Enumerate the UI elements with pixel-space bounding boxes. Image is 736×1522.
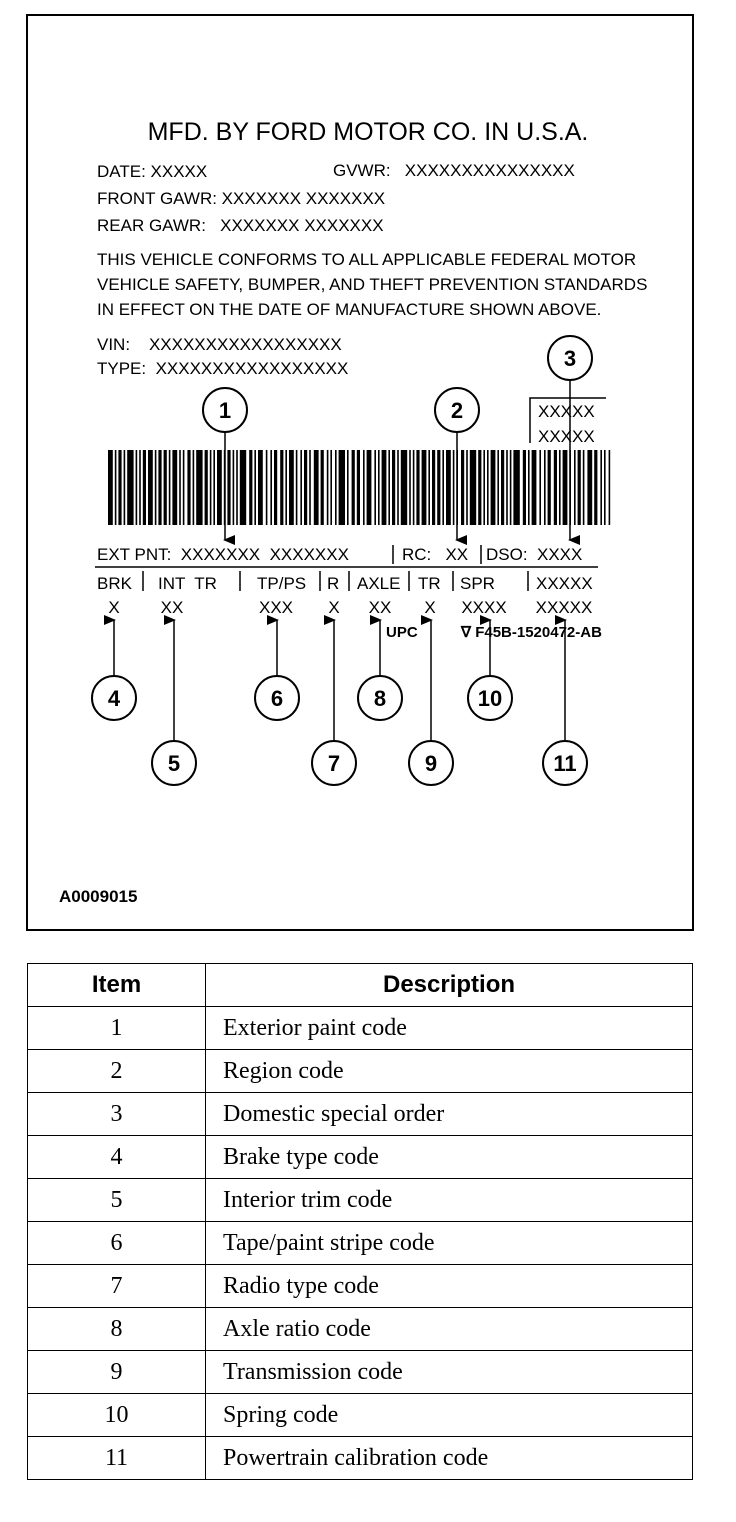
barcode-bar [285,450,287,525]
tr-value: X [424,598,436,617]
item-number-cell: 7 [28,1265,206,1308]
barcode-bar [118,450,121,525]
barcode-bar [470,450,476,525]
item-description-cell: Exterior paint code [206,1007,693,1050]
barcode-bar [392,450,395,525]
barcode-bar [437,450,440,525]
conformity-line-2: VEHICLE SAFETY, BUMPER, AND THEFT PREVENTION STANDARDS [97,275,648,294]
item-description-cell: Brake type code [206,1136,693,1179]
barcode-bar [357,450,360,525]
callout-8-number: 8 [373,686,387,711]
barcode-bar [483,450,485,525]
brk-header: BRK [97,574,132,593]
barcode-bar [523,450,526,525]
special-order-code-1: XXXXX [538,402,595,421]
calibration-header: XXXXX [536,574,593,593]
barcode-bar [363,450,365,525]
table-row [28,1179,693,1222]
barcode-bar [155,450,157,525]
date-line: DATE: XXXXX [97,162,208,181]
callout-7-number: 7 [327,751,341,776]
barcode-bar [196,450,202,525]
int-tr-header: INT TR [158,574,217,593]
barcode-bar [164,450,167,525]
item-description-cell: Spring code [206,1394,693,1437]
barcode-bar [609,450,611,525]
barcode-bar [544,450,546,525]
barcode-bar [289,450,294,525]
part-number: ∇ F45B-1520472-AB [461,624,602,641]
barcode [108,450,610,525]
barcode-bar [388,450,390,525]
tp-ps-header: TP/PS [257,574,307,593]
barcode-bar [249,450,252,525]
barcode-bar [413,450,415,525]
barcode-bar [491,450,496,525]
table-row [28,1394,693,1437]
barcode-bar [587,450,592,525]
barcode-bar [280,450,283,525]
barcode-bar [578,450,581,525]
barcode-bar [416,450,419,525]
barcode-bar [347,450,349,525]
barcode-bar [183,450,185,525]
barcode-bar [240,450,246,525]
label-heading: MFD. BY FORD MOTOR CO. IN U.S.A. [147,118,589,146]
table-row [28,1136,693,1179]
axle-header: AXLE [357,574,401,593]
barcode-bar [254,450,256,525]
barcode-bar [327,450,329,525]
item-number-cell: 11 [28,1437,206,1480]
rc-code: RC: XX [402,545,469,564]
barcode-bar [217,450,222,525]
item-description-cell: Powertrain calibration code [206,1437,693,1480]
int-tr-value: XX [160,598,184,617]
barcode-bar [339,450,345,525]
item-number-cell: 8 [28,1308,206,1351]
item-number-cell: 10 [28,1394,206,1437]
barcode-bar [510,450,512,525]
callout-1-number: 1 [218,398,232,423]
item-description-cell: Region code [206,1050,693,1093]
tp-ps-value: XXX [258,598,294,617]
barcode-bar [513,450,519,525]
item-number-cell: 4 [28,1136,206,1179]
barcode-bar [233,450,235,525]
item-description-cell: Transmission code [206,1351,693,1394]
barcode-bar [604,450,606,525]
gvwr-line: GVWR: XXXXXXXXXXXXXXX [333,161,575,180]
barcode-bar [205,450,208,525]
callout-9-number: 9 [424,751,438,776]
item-description-table [27,963,693,1480]
spr-value: XXXX [461,598,507,617]
item-number-cell: 9 [28,1351,206,1394]
tr-header: TR [418,574,441,593]
dso-code: DSO: XXXX [486,545,583,564]
barcode-bar [124,450,126,525]
barcode-bar [497,450,499,525]
barcode-bar [401,450,407,525]
item-description-cell: Interior trim code [206,1179,693,1222]
table-header-row [28,964,693,1007]
barcode-bar [335,450,337,525]
callout-5-number: 5 [167,751,181,776]
callout-10-number: 10 [477,686,503,711]
description-column-header: Description [206,964,693,1007]
barcode-bar [563,450,568,525]
item-number-cell: 5 [28,1179,206,1222]
barcode-bar [169,450,171,525]
barcode-bar [274,450,277,525]
callout-2-number: 2 [450,398,464,423]
barcode-bar [210,450,212,525]
rear-gawr-line: REAR GAWR: XXXXXXX XXXXXXX [97,216,384,235]
item-column-header: Item [28,964,206,1007]
barcode-bar [115,450,117,525]
barcode-bar [466,450,468,525]
callout-11-number: 11 [553,751,577,776]
barcode-bar [453,450,455,525]
table-row [28,1437,693,1480]
barcode-bar [309,450,311,525]
table-row [28,1265,693,1308]
barcode-bar [574,450,576,525]
callout-4-number: 4 [107,686,121,711]
barcode-bar [187,450,190,525]
r-value: X [328,598,340,617]
barcode-bar [367,450,372,525]
calibration-value: XXXXX [535,598,593,617]
barcode-bar [487,450,489,525]
barcode-bar [539,450,541,525]
spr-header: SPR [460,574,495,593]
conformity-line-3: IN EFFECT ON THE DATE OF MANUFACTURE SHOWN ABOVE. [97,300,602,319]
barcode-bar [548,450,551,525]
barcode-bar [422,450,427,525]
barcode-bar [108,450,113,525]
vin-line: VIN: XXXXXXXXXXXXXXXXX [97,335,342,354]
barcode-bar [352,450,355,525]
barcode-bar [300,450,302,525]
barcode-bar [583,450,585,525]
barcode-bar [266,450,268,525]
barcode-bar [461,450,464,525]
barcode-bar [127,450,133,525]
table-row [28,1222,693,1265]
barcode-bar [193,450,195,525]
barcode-bar [143,450,146,525]
barcode-bar [321,450,324,525]
barcode-bar [374,450,376,525]
table-row [28,1093,693,1136]
item-description-cell: Tape/paint stripe code [206,1222,693,1265]
barcode-bar [594,450,597,525]
front-gawr-line: FRONT GAWR: XXXXXXX XXXXXXX [97,189,386,208]
callout-6-number: 6 [270,686,284,711]
item-number-cell: 1 [28,1007,206,1050]
item-number-cell: 2 [28,1050,206,1093]
barcode-bar [296,450,298,525]
r-header: R [327,574,340,593]
callout-3-number: 3 [563,346,577,371]
item-description-cell: Domestic special order [206,1093,693,1136]
barcode-bar [528,450,530,525]
item-description-cell: Axle ratio code [206,1308,693,1351]
barcode-bar [501,450,504,525]
table-row [28,1050,693,1093]
barcode-bar [227,450,230,525]
item-number-cell: 6 [28,1222,206,1265]
conformity-line-1: THIS VEHICLE CONFORMS TO ALL APPLICABLE FEDERAL MOTOR [97,250,637,269]
barcode-bar [506,450,508,525]
barcode-bar [179,450,181,525]
barcode-bar [397,450,399,525]
brk-value: X [108,598,120,617]
barcode-bar [136,450,138,525]
barcode-bar [382,450,387,525]
barcode-bar [330,450,332,525]
barcode-bar [409,450,411,525]
table-row [28,1351,693,1394]
barcode-bar [304,450,307,525]
barcode-bar [446,450,451,525]
barcode-bar [314,450,319,525]
item-number-cell: 3 [28,1093,206,1136]
barcode-bar [378,450,380,525]
barcode-bar [213,450,215,525]
barcode-bar [428,450,430,525]
barcode-bar [172,450,177,525]
barcode-bar [432,450,435,525]
barcode-bar [554,450,557,525]
barcode-bar [600,450,602,525]
barcode-bar [559,450,561,525]
special-order-code-2: XXXXX [538,427,595,446]
type-line: TYPE: XXXXXXXXXXXXXXXXX [97,359,349,378]
barcode-bar [148,450,153,525]
barcode-bar [258,450,263,525]
barcode-bar [158,450,161,525]
ext-pnt-code: EXT PNT: XXXXXXX XXXXXXX [97,545,349,564]
item-description-cell: Radio type code [206,1265,693,1308]
upc-label: UPC [386,624,418,641]
table-row [28,1308,693,1351]
barcode-bar [236,450,238,525]
barcode-bar [270,450,272,525]
barcode-bar [442,450,444,525]
barcode-bar [532,450,537,525]
figure-id: A0009015 [59,887,138,906]
axle-value: XX [368,598,392,617]
table-row [28,1007,693,1050]
barcode-bar [478,450,481,525]
barcode-bar [139,450,141,525]
